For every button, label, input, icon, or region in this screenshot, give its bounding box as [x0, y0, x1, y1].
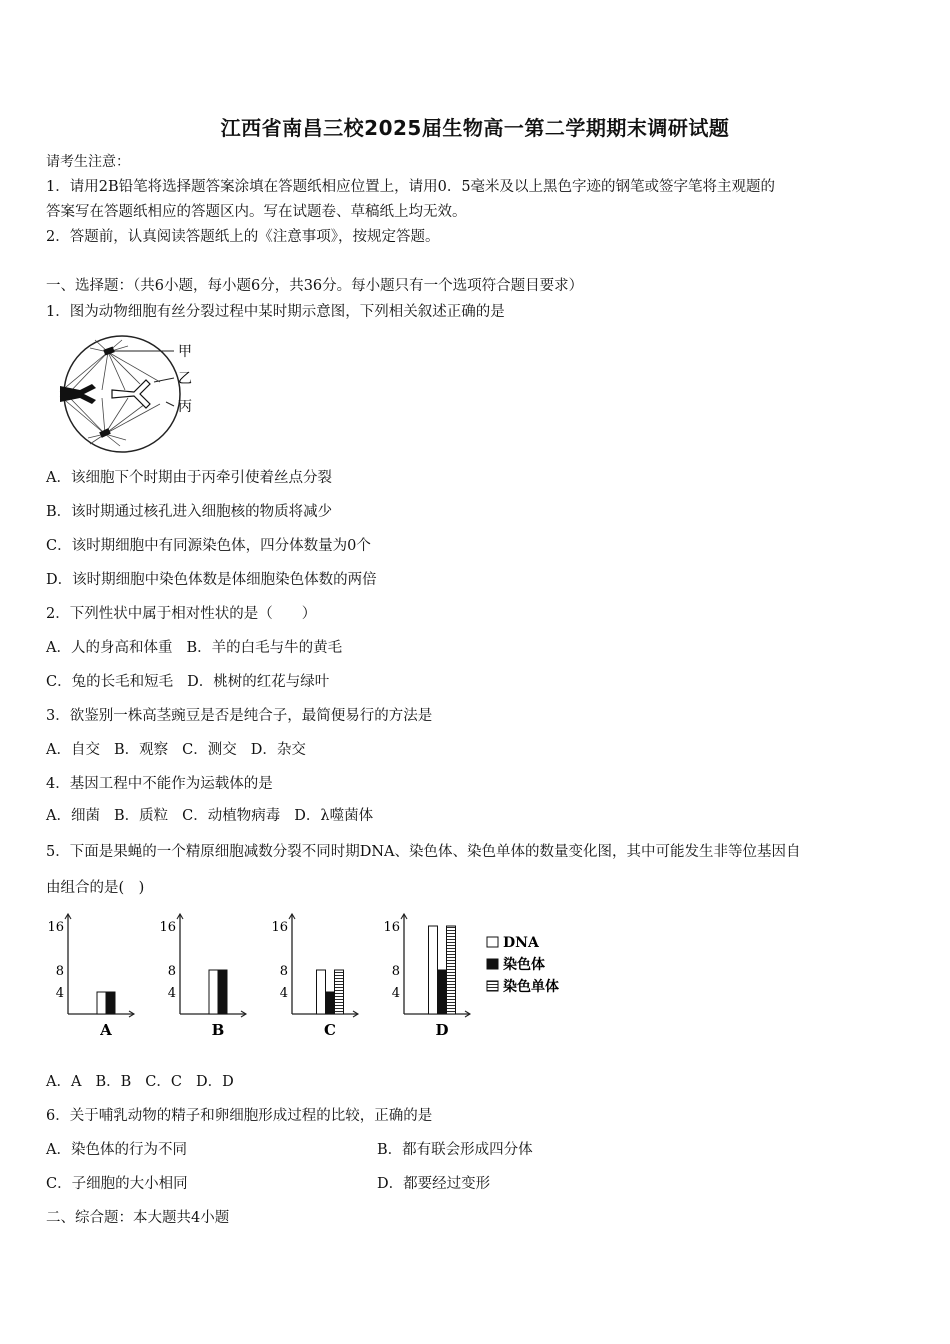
- q2-stem: 2．下列性状中属于相对性状的是（ ）: [46, 606, 317, 622]
- q3-option-d: D．杂交: [250, 742, 306, 758]
- q2-option-a: A．人的身高和体重: [46, 640, 173, 656]
- q5-options-row: [46, 1072, 234, 1092]
- tick-label-16: 16: [271, 920, 288, 935]
- tick-label-4: 4: [55, 986, 64, 1001]
- notice-item-1-line-2: 答案写在答题纸相应的答题区内。写在试题卷、草稿纸上均无效。: [46, 204, 467, 220]
- fig-label-yi: 乙: [178, 371, 192, 387]
- q6-option-d: D．都要经过变形: [377, 1176, 491, 1192]
- q3-options-row: [46, 740, 306, 760]
- q1-option-a: A．该细胞下个时期由于丙牵引使着丝点分裂: [46, 470, 332, 486]
- tick-label-16: 16: [159, 920, 176, 935]
- q5-stem-line-2: 由组合的是( ): [46, 880, 145, 896]
- notice-item-2: 2．答题前，认真阅读答题纸上的《注意事项》，按规定答题。: [46, 229, 440, 245]
- bar-D-chromosome: [438, 970, 447, 1014]
- category-label-B: B: [211, 1021, 225, 1038]
- tick-label-16: 16: [383, 920, 400, 935]
- category-label-D: D: [435, 1021, 449, 1038]
- q2-option-b: B．羊的白毛与牛的黄毛: [186, 640, 343, 656]
- q2-options-row-2: [46, 672, 329, 692]
- notice-item-1-line-1: 1．请用2B铅笔将选择题答案涂填在答题纸相应位置上，请用0．5毫米及以上黑色字迹的钢笔或签字笔将主观题的: [46, 179, 776, 195]
- q3-option-a: A．自交: [46, 742, 100, 758]
- q5-stem-line-1: 5．下面是果蝇的一个精原细胞减数分裂不同时期DNA、染色体、染色单体的数量变化图，其中可能发生非等位基因自: [46, 844, 801, 860]
- q4-option-a: A．细菌: [46, 808, 100, 824]
- tick-label-8: 8: [55, 964, 64, 979]
- bar-C-chromosome: [326, 992, 335, 1014]
- fig-label-bing: 丙: [178, 399, 192, 415]
- q4-option-d: D．λ噬菌体: [294, 808, 374, 824]
- q2-option-c: C．兔的长毛和短毛: [46, 674, 174, 690]
- legend-label-1: 染色体: [503, 957, 545, 973]
- tick-label-8: 8: [391, 964, 400, 979]
- q5-option-c: C．C: [145, 1074, 182, 1090]
- notice-heading: 请考生注意：: [46, 154, 130, 170]
- bar-C-chromatid: [335, 970, 344, 1014]
- q3-option-b: B．观察: [113, 742, 169, 758]
- q6-stem: 6．关于哺乳动物的精子和卵细胞形成过程的比较，正确的是: [46, 1108, 433, 1124]
- page-title: 江西省南昌三校2025届生物高一第二学期期末调研试题: [220, 116, 730, 140]
- legend-label-2: 染色单体: [503, 979, 559, 995]
- q1-option-d: D．该时期细胞中染色体数是体细胞染色体数的两倍: [46, 572, 377, 588]
- bar-B-chromosome: [218, 970, 227, 1014]
- tick-label-8: 8: [167, 964, 176, 979]
- q6-option-a: A．染色体的行为不同: [46, 1142, 187, 1158]
- bar-A-dna: [97, 992, 106, 1014]
- bar-D-chromatid: [447, 926, 456, 1014]
- legend-swatch-2: [487, 981, 498, 991]
- q5-option-b: B．B: [95, 1074, 132, 1090]
- bar-C-dna: [317, 970, 326, 1014]
- q1-option-c: C．该时期细胞中有同源染色体，四分体数量为0个: [46, 538, 371, 554]
- category-label-A: A: [100, 1021, 112, 1038]
- q4-options-row: [46, 806, 373, 826]
- q5-bar-charts: [40, 908, 600, 1038]
- tick-label-8: 8: [279, 964, 288, 979]
- category-label-C: C: [324, 1021, 336, 1038]
- bar-A-chromosome: [106, 992, 115, 1014]
- tick-label-4: 4: [391, 986, 400, 1001]
- cell-division-figure: [50, 334, 210, 454]
- q3-option-c: C．测交: [182, 742, 237, 758]
- q2-options-row-1: [46, 638, 342, 658]
- q4-stem: 4．基因工程中不能作为运载体的是: [46, 776, 273, 792]
- q1-stem: 1．图为动物细胞有丝分裂过程中某时期示意图，下列相关叙述正确的是: [46, 304, 505, 320]
- bar-B-dna: [209, 970, 218, 1014]
- legend-swatch-1: [487, 959, 498, 969]
- legend-label-0: DNA: [503, 935, 539, 951]
- section-2-heading: 二、综合题：本大题共4小题: [46, 1210, 230, 1226]
- q5-option-a: A．A: [46, 1074, 82, 1090]
- tick-label-16: 16: [47, 920, 64, 935]
- tick-label-4: 4: [167, 986, 176, 1001]
- q2-option-d: D．桃树的红花与绿叶: [187, 674, 330, 690]
- bar-D-dna: [429, 926, 438, 1014]
- legend-swatch-0: [487, 937, 498, 947]
- q4-option-b: B．质粒: [113, 808, 169, 824]
- q4-option-c: C．动植物病毒: [182, 808, 281, 824]
- q6-option-b: B．都有联会形成四分体: [377, 1142, 533, 1158]
- q3-stem: 3．欲鉴别一株高茎豌豆是否是纯合子，最简便易行的方法是: [46, 708, 433, 724]
- q5-option-d: D．D: [195, 1074, 234, 1090]
- q6-option-c: C．子细胞的大小相同: [46, 1176, 188, 1192]
- fig-label-jia: 甲: [178, 344, 192, 360]
- section-1-heading: 一、选择题：（共6小题，每小题6分，共36分。每小题只有一个选项符合题目要求）: [46, 278, 584, 294]
- q1-option-b: B．该时期通过核孔进入细胞核的物质将减少: [46, 504, 333, 520]
- tick-label-4: 4: [279, 986, 288, 1001]
